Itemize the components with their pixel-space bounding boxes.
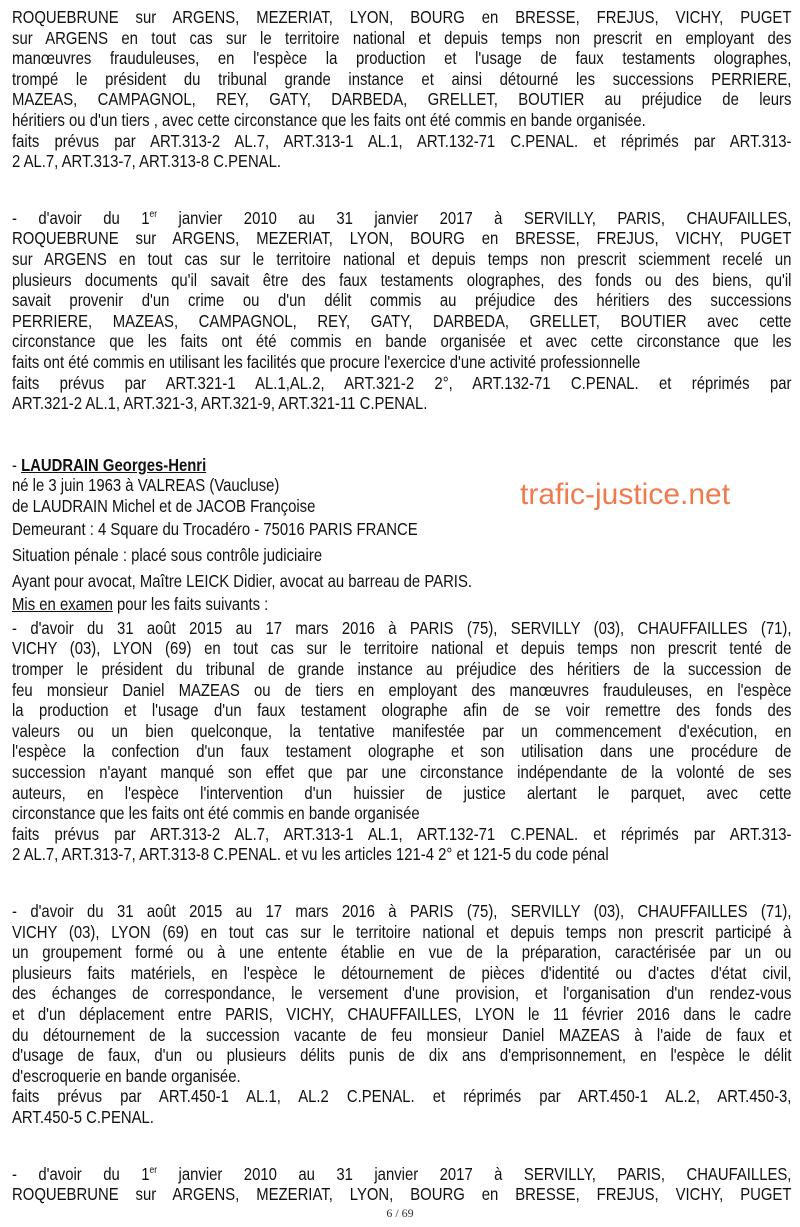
text-line: faits prévus par ART.313-2 AL.7, ART.313-1 AL.1, ART.132-71 C.PENAL. et réprimés par ART.313- [12,823,792,844]
document-page [12,7,791,1205]
paragraph [12,618,791,865]
text-line: - d'avoir du 31 août 2015 au 17 mars 2016 à PARIS (75), SERVILLY (03), CHAUFFAILLES (71), [12,900,792,921]
text-line [12,455,791,476]
text-line: ART.450-5 C.PENAL. [12,1106,154,1127]
text-line: Demeurant : 4 Square du Trocadéro - 75016 PARIS FRANCE [12,519,418,540]
text-line: succession n'ayant manqué son effet que par une circonstance indépendante de la volonté de ses [12,762,792,782]
text-line [12,594,791,615]
text-segment: janvier 2010 au 31 janvier 2017 à SERVILLY, PARIS, CHAUFAILLES, [157,207,792,228]
text-line: trompé le président du tribunal grande instance et ainsi détourné les successions PERRIERE, [12,68,792,89]
person-name: LAUDRAIN Georges-Henri [21,454,207,475]
text-line: héritiers ou d'un tiers , avec cette circonstance que les faits ont été commis en bande organisée. [12,109,646,130]
text-segment: janvier 2010 au 31 janvier 2017 à SERVILLY, PARIS, CHAUFAILLES, [157,1163,792,1184]
text-line: du détournement de la succession vacante de feu monsieur Daniel MAZEAS à l'aide de faux et [12,1024,792,1045]
text-line: circonstance que les faits ont été commis en bande organisée et avec cette circonstance que les [12,331,792,352]
text-line: plusieurs documents qu'il savait être des faux testaments olographes, des fonds ou des biens, qu'il [12,269,792,290]
text-line: sur ARGENS en tout cas sur le territoire national et depuis temps non prescrit sciemment recelé un [12,248,792,269]
text-line: 2 AL.7, ART.313-7, ART.313-8 C.PENAL. et vu les articles 121-4 2° et 121-5 du code pénal [12,844,609,865]
text-line: MAZEAS, CAMPAGNOL, REY, GATY, DARBEDA, GRELLET, BOUTIER au préjudice de leurs [12,89,792,110]
text-line: valeurs ou un bien quelconque, la tentative manifestée par un commencement d'exécution, en [12,720,792,741]
text-line: ROQUEBRUNE sur ARGENS, MEZERIAT, LYON, BOURG en BRESSE, FREJUS, VICHY, PUGET [12,228,792,249]
text-line: plusieurs faits matériels, en l'espèce le détournement de pièces d'identité ou d'actes d'état civil, [12,962,792,983]
text-segment: er [149,1164,158,1176]
text-segment: pour les faits suivants : [112,594,269,615]
text-line: ART.321-2 AL.1, ART.321-3, ART.321-9, ART.321-11 C.PENAL. [12,393,428,414]
text-line [12,1164,791,1185]
text-line: de LAUDRAIN Michel et de JACOB Françoise [12,495,316,516]
text-line: né le 3 juin 1963 à VALREAS (Vaucluse) [12,475,280,496]
text-segment: - [12,454,22,475]
text-line: savait provenir d'un crime ou d'un délit commis au préjudice des héritiers des successions [12,290,792,311]
text-line: sur ARGENS en tout cas sur le territoire national et depuis temps non prescrit en employant des [12,27,792,48]
paragraph [12,594,791,615]
text-segment: Mis en examen [12,594,113,615]
text-line: 2 AL.7, ART.313-7, ART.313-8 C.PENAL. [12,151,282,172]
text-line: des échanges de correspondance, le versement d'une provision, et l'organisation d'un rendez-vous [12,983,792,1004]
paragraph [12,1164,791,1205]
text-line: feu monsieur Daniel MAZEAS ou de tiers en employant des manœuvres frauduleuses, en l'espèce [12,679,792,700]
text-line: auteurs, en l'espèce l'intervention d'un huissier de justice alertant le parquet, avec cette [12,782,792,803]
text-line: circonstance que les faits ont été commis en bande organisée [12,803,420,824]
paragraph [12,519,791,540]
text-line: VICHY (03), LYON (69) en tout cas sur le territoire national et depuis temps non prescrit tenté de [12,638,792,659]
text-line: PERRIERE, MAZEAS, CAMPAGNOL, REY, GATY, DARBEDA, GRELLET, BOUTIER avec cette [12,310,792,331]
text-line: tromper le président du tribunal de grande instance au préjudice des héritiers de la succession de [12,659,792,680]
text-line [12,208,791,229]
text-line: d'usage de faux, d'un ou plusieurs délits punis de dix ans d'emprisonnement, en l'espèce le délit [12,1045,792,1066]
text-line: faits prévus par ART.450-1 AL.1, AL.2 C.PENAL. et réprimés par ART.450-1 AL.2, ART.450-3, [12,1086,792,1107]
text-line: ROQUEBRUNE sur ARGENS, MEZERIAT, LYON, BOURG en BRESSE, FREJUS, VICHY, PUGET [12,1184,792,1205]
text-segment: er [149,208,158,220]
page-number: 6 / 69 [386,1206,414,1220]
text-line: VICHY (03), LYON (69) en tout cas sur le territoire national et depuis temps non prescrit participé à [12,921,792,942]
text-line: faits prévus par ART.313-2 AL.7, ART.313-1 AL.1, ART.132-71 C.PENAL. et réprimés par ART.313- [12,130,792,151]
text-line: ROQUEBRUNE sur ARGENS, MEZERIAT, LYON, BOURG en BRESSE, FREJUS, VICHY, PUGET [12,7,792,27]
paragraph [12,208,791,414]
text-segment: - d'avoir du 1 [12,1163,150,1184]
text-segment: - d'avoir du 1 [12,207,150,228]
text-line: faits prévus par ART.321-1 AL.1,AL.2, ART.321-2 2°, ART.132-71 C.PENAL. et réprimés par [12,372,792,393]
paragraph [12,7,791,172]
text-line: l'espèce la confection d'un faux testament olographe et son utilisation dans une procédure de [12,741,792,762]
paragraph [12,545,791,566]
text-line: faits ont été commis en utilisant les facilités que procure l'exercice d'une activité professionnelle [12,351,641,372]
paragraph [12,901,791,1128]
text-line: d'escroquerie en bande organisée. [12,1065,241,1086]
text-line: Situation pénale : placé sous contrôle judiciaire [12,545,323,566]
text-line: Ayant pour avocat, Maître LEICK Didier, avocat au barreau de PARIS. [12,570,472,591]
paragraph [12,455,791,517]
text-line: un groupement formé ou à une entente établie en vue de la préparation, caractérisée par un ou [12,942,792,963]
watermark: trafic-justice.net [520,478,731,511]
text-line: la production et l'usage d'un faux testament olographe afin de se voir remettre des fonds des [12,700,792,721]
text-line: - d'avoir du 31 août 2015 au 17 mars 2016 à PARIS (75), SERVILLY (03), CHAUFFAILLES (71), [12,617,792,638]
text-line: et d'un déplacement entre PARIS, VICHY, CHAUFFAILLES, LYON le 11 février 2016 dans le cadre [12,1003,792,1024]
text-line: manœuvres frauduleuses, en l'espèce la production et l'usage de faux testaments olographes, [12,48,792,69]
paragraph [12,571,791,592]
